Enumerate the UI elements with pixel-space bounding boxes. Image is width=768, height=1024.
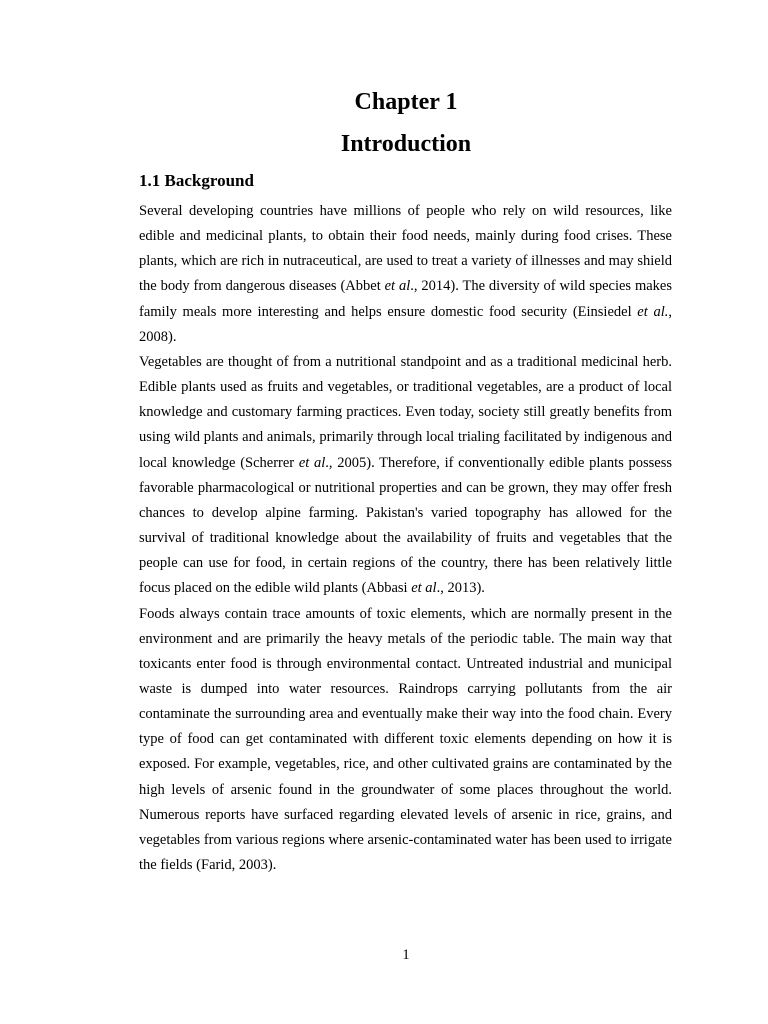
chapter-title: Introduction: [340, 131, 472, 157]
chapter-number: Chapter 1: [354, 89, 458, 115]
paragraph-3: [139, 602, 672, 879]
text-segment: ., 2005). Therefore, if conventionally edible plants possess favorable pharmacological or nutritional properties and can be grown, they may offer fresh chances to develop alpine farming. Pakistan's varied topography has allowed for the survival of traditional knowledge about the availability of fruits and vegetables that the people can use for food, in certain regions of the country, there has been relatively little focus placed on the edible wild plants (Abbasi: [139, 454, 672, 597]
citation-italic: et al: [384, 278, 411, 295]
text-segment: ., 2013).: [436, 580, 485, 597]
text-segment: Vegetables are thought of from a nutritional standpoint and as a traditional medicinal herb. Edible plants used as fruits and vegetables, or traditional vegetables, are a product of local knowledge and customary farming practices. Even today, society still greatly benefits from using wild plants and animals, primarily through local trialing facilitated by indigenous and local knowledge (Scherrer: [139, 353, 672, 471]
paragraph-1: [139, 199, 672, 350]
body-text: [139, 199, 672, 878]
text-segment: Several developing countries have millions of people who rely on wild resources, like edible and medicinal plants, to obtain their food needs, mainly during food crises. These plants, which are rich in nutraceutical, are used to treat a variety of illnesses and may shield the body from dangerous diseases (Abbet: [139, 203, 672, 295]
text-segment: , 2008).: [139, 303, 672, 345]
text-segment: ., 2014). The diversity of wild species makes family meals more interesting and helps ensure domestic food security (Einsiedel: [139, 278, 672, 320]
citation-italic: et al: [411, 580, 437, 597]
section-heading: 1.1 Background: [139, 171, 254, 190]
citation-italic: et al: [298, 454, 326, 471]
paragraph-2: [139, 350, 672, 602]
text-segment: Foods always contain trace amounts of toxic elements, which are normally present in the environment and are primarily the heavy metals of the periodic table. The main way that toxicants enter food is through environmental contact. Untreated industrial and municipal waste is dumped into water resources. Raindrops carrying pollutants from the air contaminate the surrounding area and eventually make their way into the food chain. Every type of food can get contaminated with different toxic elements depending on how it is exposed. For example, vegetables, rice, and other cultivated grains are contaminated by the high levels of arsenic found in the groundwater of some places throughout the world. Numerous reports have surfaced regarding elevated levels of arsenic in rice, grains, and vegetables from various regions where arsenic-contaminated water has been used to irrigate the fields (Farid, 2003).: [139, 605, 672, 874]
page-number: 1: [402, 947, 410, 963]
citation-italic: et al.: [637, 303, 669, 320]
